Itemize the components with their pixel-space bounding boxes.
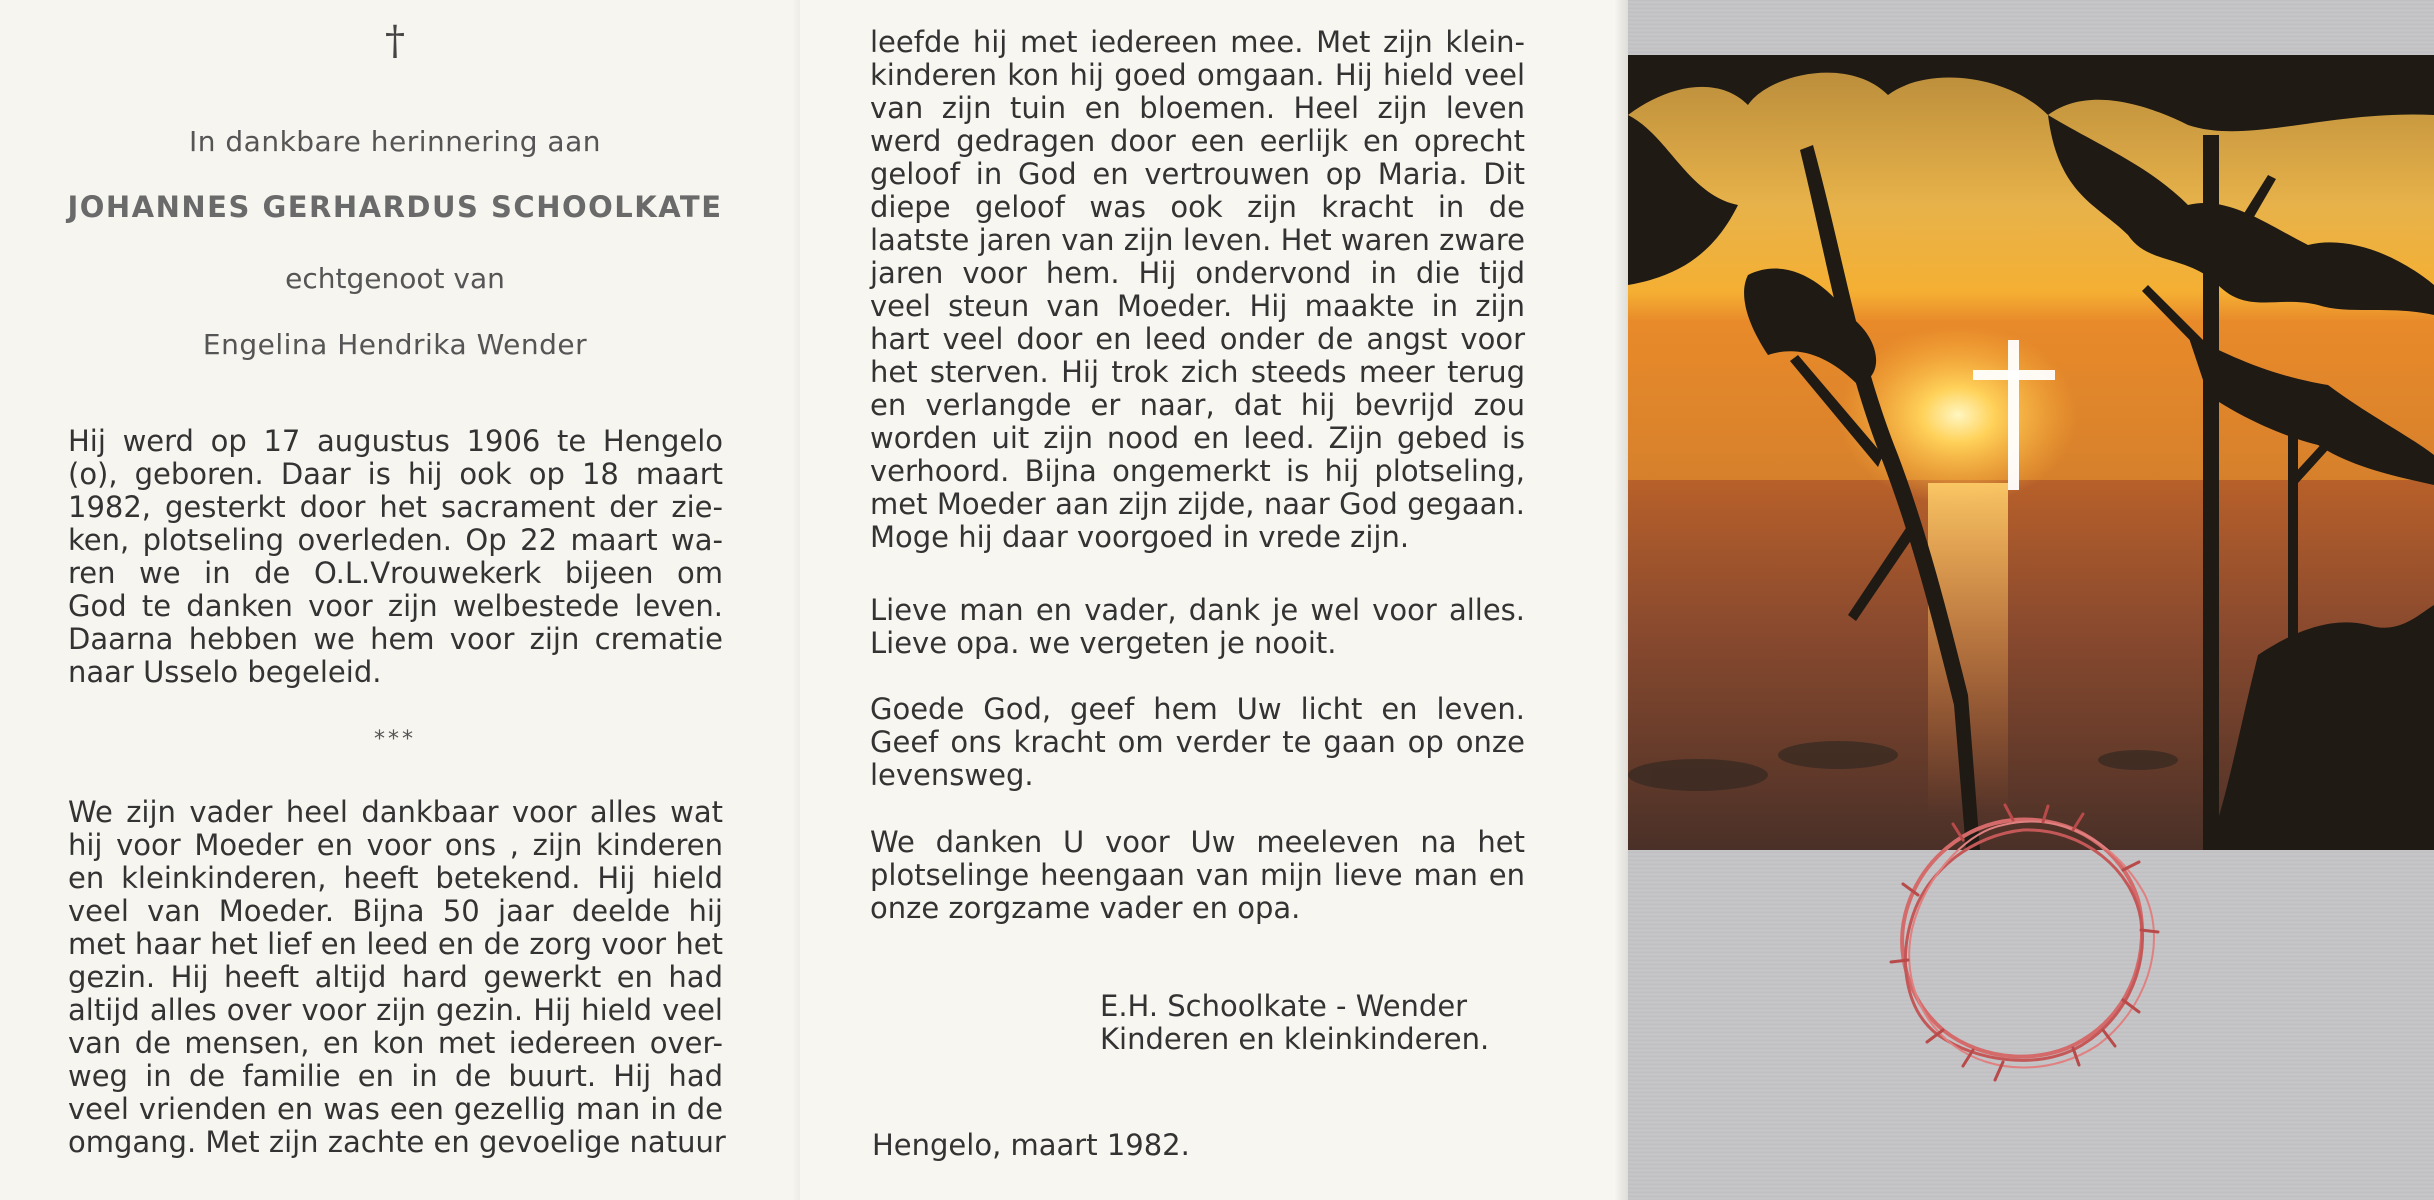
text-line: Moge hij daar voorgoed in vrede zijn. [870,520,1410,554]
text-line: Lieve opa. we vergeten je nooit. [870,626,1337,660]
tribute-continuation-paragraph [870,26,1525,554]
place-date: Hengelo, maart 1982. [872,1128,1190,1162]
card-fold [1614,0,1628,1200]
text-line: levensweg. [870,758,1034,792]
text-line: kinderen kon hij goed omgaan. Hij hield veel [870,58,1525,92]
text-line: onze zorgzame vader en opa. [870,891,1301,925]
text-line: het sterven. Hij trok zich steeds meer terug [870,355,1525,389]
text-line: veel van Moeder. Bijna 50 jaar deelde hij [68,894,723,928]
right-panel-cover [1628,0,2434,1200]
text-line: van de mensen, en kon met iedereen over- [68,1026,723,1060]
text-line: omgang. Met zijn zachte en gevoelige natuur [68,1125,726,1159]
deceased-name: JOHANNES GERHARDUS SCHOOLKATE [67,190,723,224]
text-line: hij voor Moeder en voor ons , zijn kinderen [68,828,723,862]
text-line: (o), geboren. Daar is hij ook op 18 maart [68,457,723,491]
text-line: diepe geloof was ook zijn kracht in de [870,190,1525,224]
text-line: Hij werd op 17 augustus 1906 te Hengelo [68,424,723,458]
cross-icon: † [385,18,405,64]
text-line: Geef ons kracht om verder te gaan op onze [870,725,1525,759]
text-line: worden uit zijn nood en leed. Zijn gebed is [870,421,1525,455]
sunset-photo-svg [1628,55,2434,850]
prayer-paragraph [870,693,1525,792]
text-line: met haar het lief en leed en de zorg voor het [68,927,723,961]
text-line: leefde hij met iedereen mee. Met zijn klein- [870,25,1525,59]
spouse-intro: echtgenoot van [285,262,505,295]
text-line: 1982, gesterkt door het sacrament der zie- [68,490,723,524]
text-line: jaren voor hem. Hij ondervond in die tijd [870,256,1525,290]
text-line: Lieve man en vader, dank je wel voor alles. [870,593,1525,627]
text-line: hart veel door en leed onder de angst voor [870,322,1525,356]
text-line: veel steun van Moeder. Hij maakte in zijn [870,289,1525,323]
text-line: weg in de familie en in de buurt. Hij had [68,1059,723,1093]
text-line: met Moeder aan zijn zijde, naar God gegaan. [870,487,1525,521]
text-line: Goede God, geef hem Uw licht en leven. [870,692,1525,726]
crown-of-thorns-icon [1883,800,2183,1100]
separator: *** [374,727,416,752]
text-line: van zijn tuin en bloemen. Heel zijn leven [870,91,1525,125]
sunset-photo [1628,55,2434,850]
thanks-paragraph [870,826,1525,925]
text-line: altijd alles over voor zijn gezin. Hij hield veel [68,993,723,1027]
text-line: laatste jaren van zijn leven. Het waren zware [870,223,1525,257]
signature-line-1: E.H. Schoolkate - Wender [1100,989,1468,1023]
biography-paragraph [68,425,723,689]
text-line: veel vrienden en was een gezellig man in de [68,1092,723,1126]
tribute-paragraph [68,795,726,1159]
signature-block [1100,990,1489,1056]
text-line: We zijn vader heel dankbaar voor alles wat [68,795,723,829]
intro-line: In dankbare herinnering aan [188,125,601,158]
spouse-name: Engelina Hendrika Wender [202,328,588,361]
text-line: God te danken voor zijn welbestede leven. [68,589,723,623]
text-line: Daarna hebben we hem voor zijn crematie [68,622,723,656]
left-panel [0,0,800,1200]
text-line: geloof in God en vertrouwen op Maria. Dit [870,157,1525,191]
text-line: ren we in de O.L.Vrouwekerk bijeen om [68,556,723,590]
farewell-paragraph [870,594,1525,660]
text-line: We danken U voor Uw meeleven na het [870,825,1525,859]
text-line: plotselinge heengaan van mijn lieve man en [870,858,1525,892]
signature-line-2: Kinderen en kleinkinderen. [1100,1022,1490,1056]
text-line: ken, plotseling overleden. Op 22 maart wa- [68,523,723,557]
text-line: en kleinkinderen, heeft betekend. Hij hield [68,861,723,895]
text-line: naar Usselo begeleid. [68,655,382,689]
text-line: werd gedragen door een eerlijk en oprecht [870,124,1525,158]
text-line: en verlangde er naar, dat hij bevrijd zou [870,388,1525,422]
text-line: verhoord. Bijna ongemerkt is hij plotseling, [870,454,1525,488]
text-line: gezin. Hij heeft altijd hard gewerkt en had [68,960,723,994]
